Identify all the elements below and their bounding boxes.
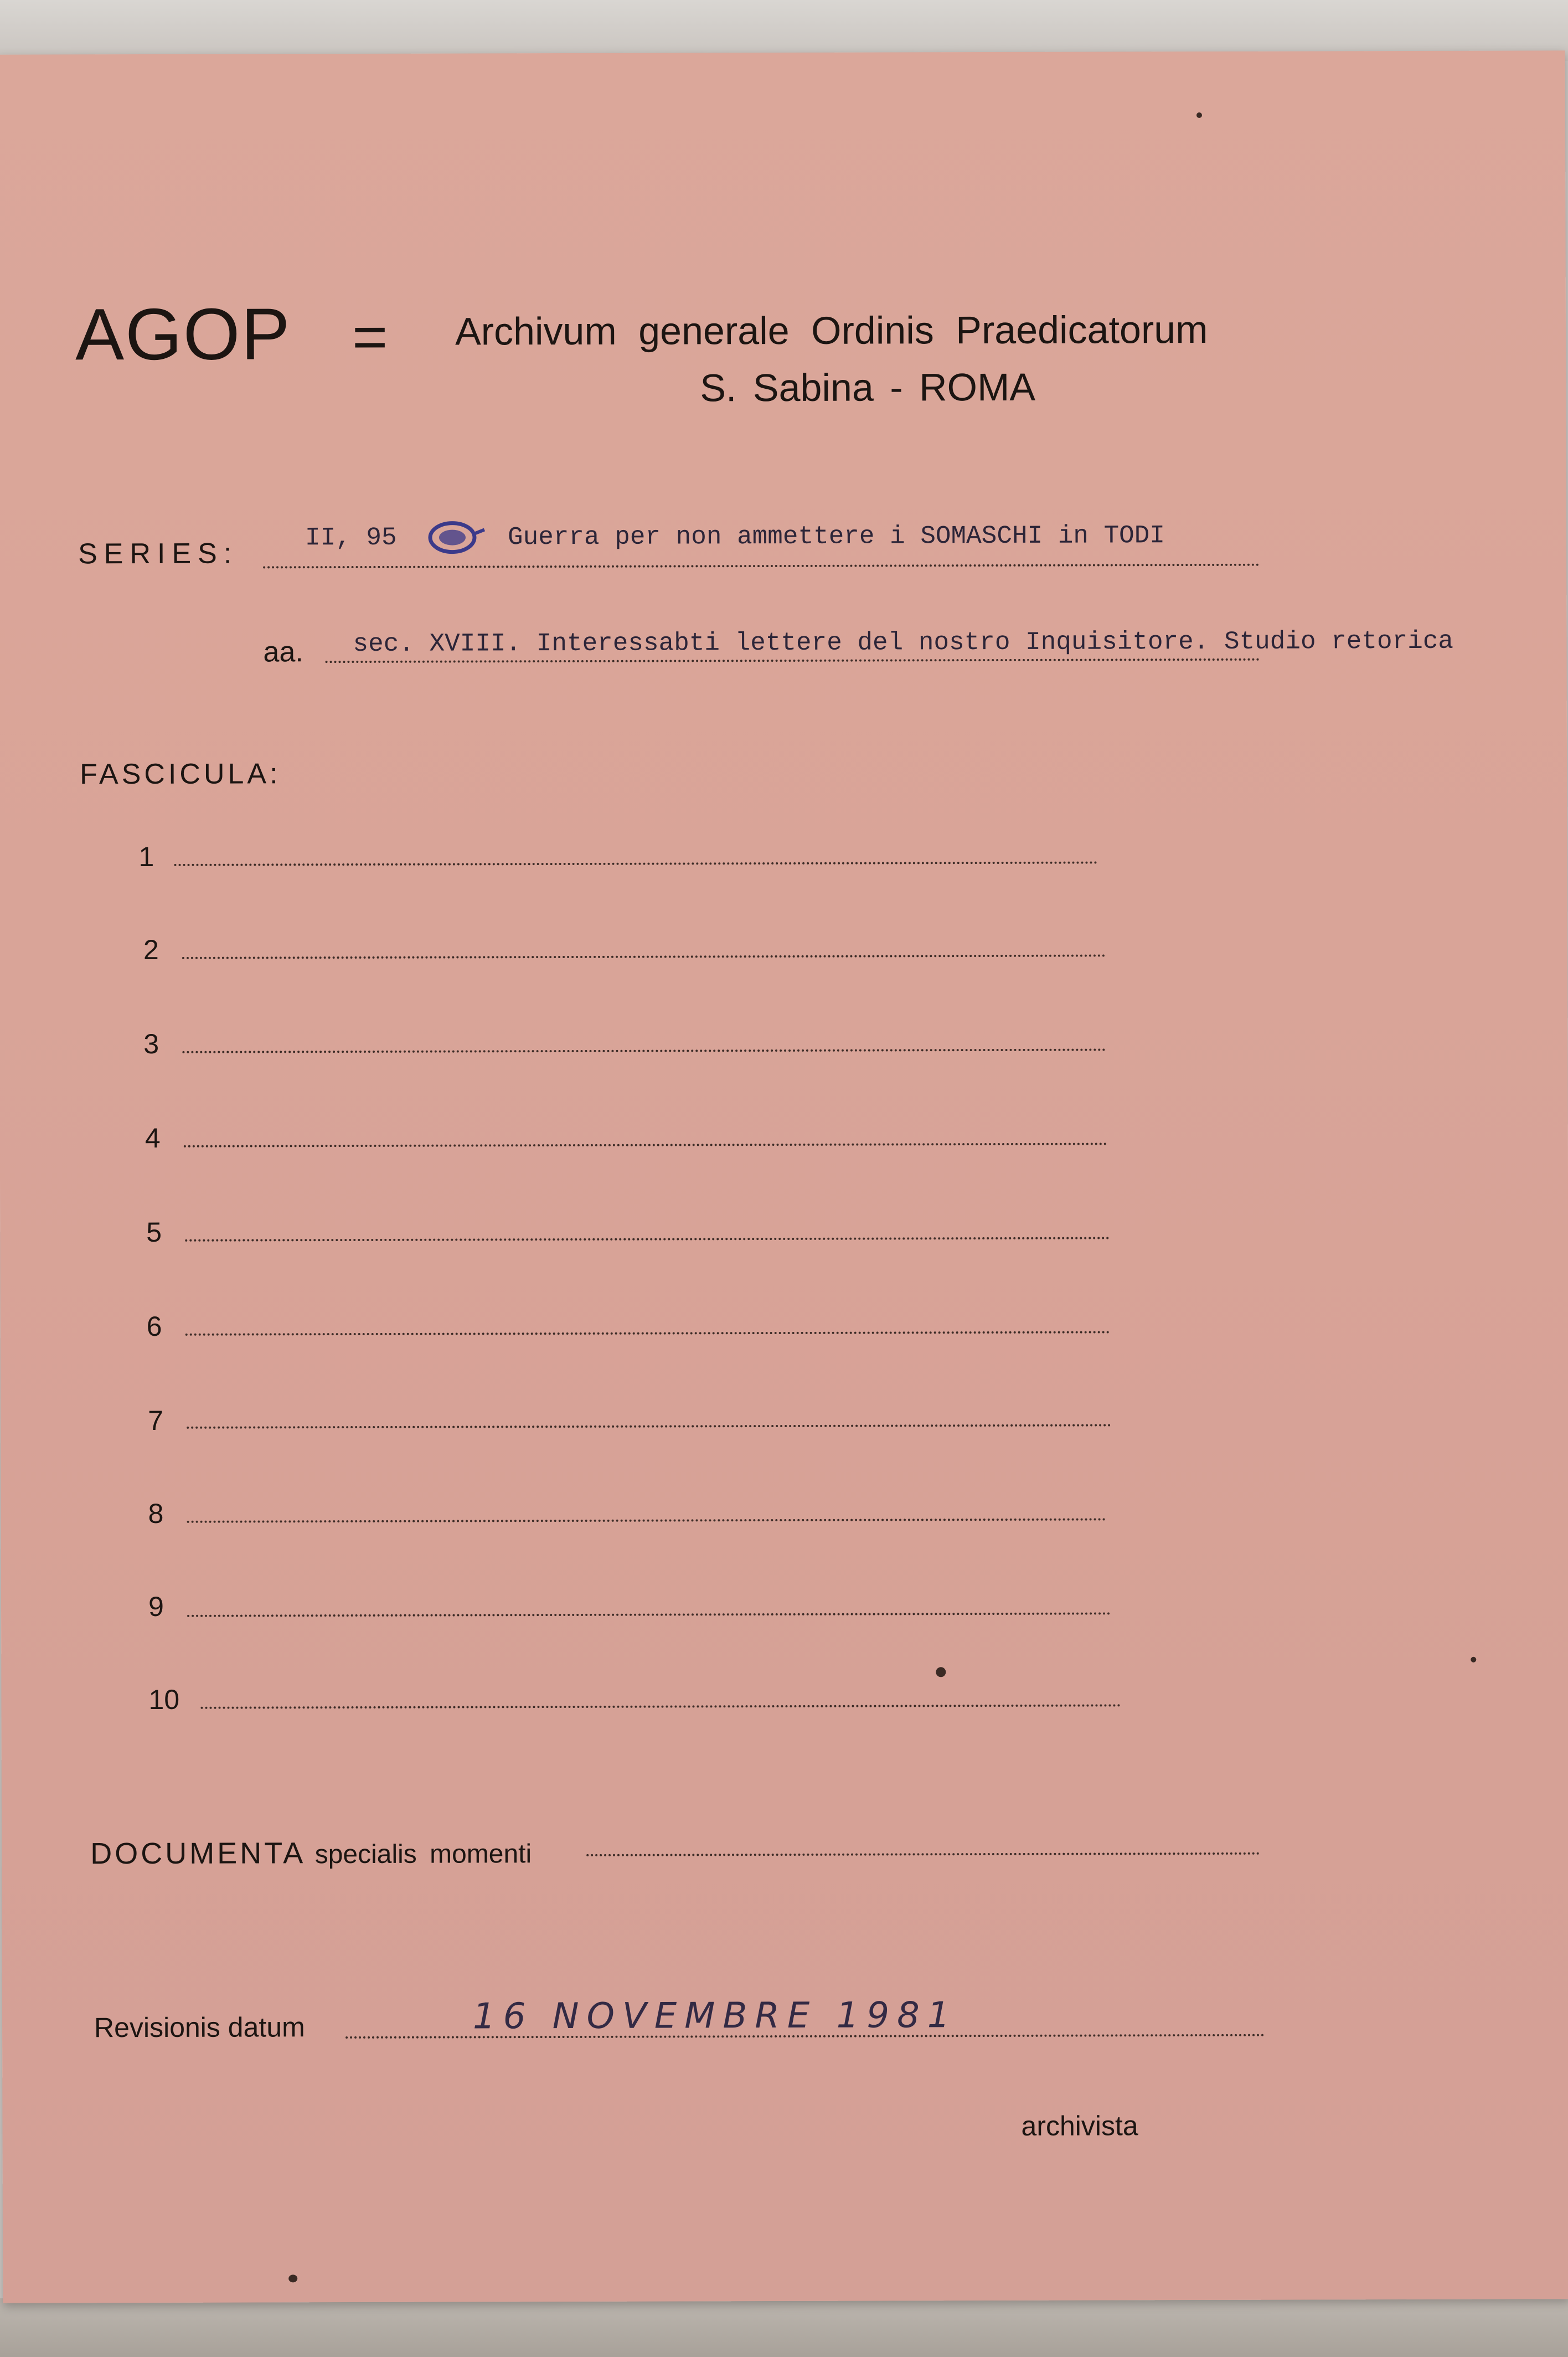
fasciculum-line-6	[185, 1331, 1110, 1335]
series-title: Guerra per non ammettere i SOMASCHI in TODI	[507, 521, 1165, 552]
fasciculum-line-1	[174, 862, 1098, 866]
paper-speck	[288, 2274, 297, 2282]
fascicula-label: FASCICULA:	[80, 758, 281, 791]
stamp-icon	[425, 517, 486, 556]
fasciculum-line-10	[201, 1704, 1121, 1708]
fasciculum-line-5	[185, 1237, 1110, 1241]
fasciculum-number-9: 9	[148, 1591, 164, 1623]
fasciculum-number-7: 7	[148, 1404, 164, 1437]
fasciculum-number-1: 1	[138, 841, 154, 873]
revisionis-label: Revisionis datum	[94, 2011, 305, 2044]
fasciculum-line-2	[182, 954, 1106, 959]
documenta-label	[90, 1835, 532, 1871]
backdrop-bottom	[0, 2298, 1568, 2357]
series-code: II, 95	[305, 523, 397, 553]
documenta-label-rest: specialis momenti	[314, 1839, 532, 1870]
fasciculum-number-4: 4	[145, 1122, 161, 1154]
agop-acronym: AGOP	[75, 293, 291, 375]
documenta-dotted-line	[586, 1852, 1260, 1856]
aa-value: sec. XVIII. Interessabti lettere del nostro Inquisitore. Studio retorica	[353, 626, 1454, 659]
fasciculum-line-9	[187, 1612, 1111, 1617]
fasciculum-number-2: 2	[143, 934, 159, 966]
fasciculum-line-3	[182, 1048, 1106, 1053]
aa-label: aa.	[263, 636, 303, 668]
fasciculum-line-7	[187, 1424, 1111, 1428]
paper-speck	[1471, 1657, 1476, 1663]
institution-location: S. Sabina - ROMA	[700, 365, 1036, 410]
fasciculum-number-5: 5	[146, 1216, 162, 1248]
revision-date: 16 NOVEMBRE 1981	[472, 1995, 958, 2037]
paper-speck	[1196, 112, 1202, 118]
institution-name: Archivum generale Ordinis Praedicatorum	[455, 307, 1208, 353]
documenta-label-bold: DOCUMENTA	[90, 1836, 306, 1871]
paper-speck	[936, 1667, 946, 1677]
fasciculum-number-8: 8	[148, 1497, 164, 1530]
fasciculum-number-10: 10	[148, 1684, 180, 1716]
archivista-label: archivista	[1021, 2110, 1138, 2142]
series-dotted-line	[263, 564, 1260, 569]
fasciculum-line-4	[184, 1143, 1107, 1147]
aa-dotted-line	[326, 658, 1260, 663]
equals-sign: =	[352, 302, 388, 372]
archive-form-sheet	[0, 50, 1568, 2303]
fasciculum-number-3: 3	[143, 1028, 159, 1060]
series-label: SERIES:	[78, 537, 239, 570]
fasciculum-line-8	[187, 1518, 1106, 1522]
fasciculum-number-6: 6	[146, 1310, 162, 1342]
